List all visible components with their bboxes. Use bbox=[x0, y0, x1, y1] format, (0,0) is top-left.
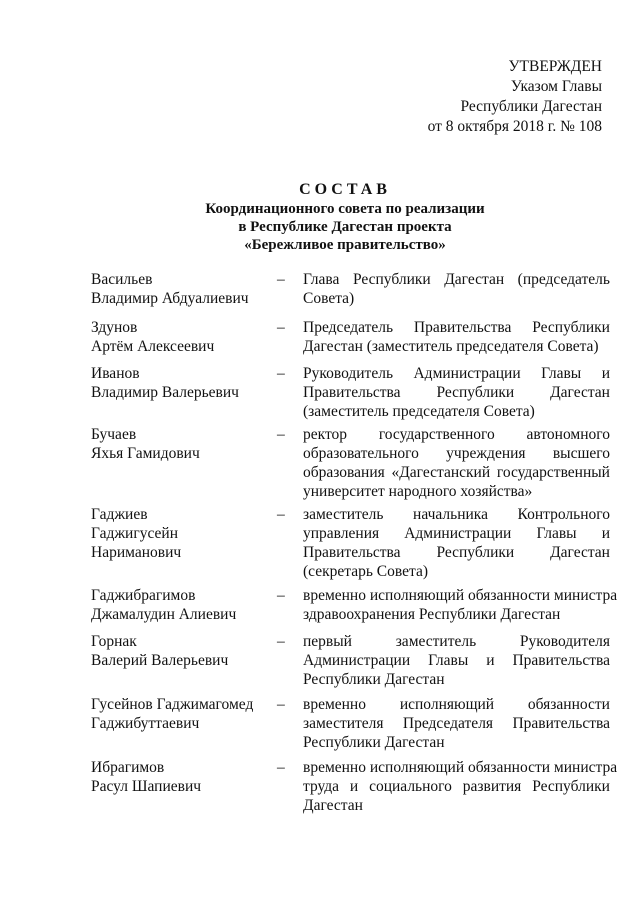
member-name-line: Здунов bbox=[91, 319, 138, 336]
member-role bbox=[303, 695, 610, 752]
role-word: социального bbox=[369, 778, 452, 795]
title-line: Координационного совета по реализации bbox=[205, 201, 485, 217]
role-word: Администрации bbox=[413, 365, 521, 382]
member-name bbox=[91, 364, 281, 402]
member-role-line: Дагестан bbox=[303, 797, 363, 814]
member-role-line: университет народного хозяйства» bbox=[303, 483, 533, 500]
role-word: заместитель bbox=[303, 506, 384, 523]
member-role-line bbox=[303, 777, 610, 796]
title-main: СОСТАВ bbox=[299, 181, 391, 198]
role-word: Правительства bbox=[303, 544, 401, 561]
member-role bbox=[303, 364, 610, 421]
role-word: Администрации bbox=[303, 652, 411, 669]
member-role-line: временно исполняющий обязанности министра bbox=[303, 587, 618, 604]
member-role bbox=[303, 758, 618, 815]
role-word: и bbox=[601, 365, 610, 382]
approval-line: Указом Главы bbox=[510, 78, 602, 95]
member-name-line: Гаджиев bbox=[91, 506, 148, 523]
role-word: (председатель bbox=[517, 271, 610, 288]
dash-separator: – bbox=[277, 633, 285, 650]
role-word: государственный bbox=[496, 464, 610, 481]
role-word: Дагестан bbox=[444, 271, 505, 288]
member-role-line bbox=[303, 444, 610, 463]
role-word: заместителя bbox=[303, 715, 384, 732]
member-role-line: Совета) bbox=[303, 290, 355, 307]
member-role bbox=[303, 425, 610, 501]
member-role-line bbox=[303, 364, 610, 383]
member-name-line: Горнак bbox=[91, 633, 137, 650]
member-name-line: Джамалудин Алиевич bbox=[91, 606, 237, 623]
role-word: Республики bbox=[436, 384, 515, 401]
member-name-line: Гусейнов Гаджимагомед bbox=[91, 696, 254, 713]
member-role-line bbox=[303, 695, 610, 714]
member-name bbox=[91, 425, 281, 463]
member-name-line: Нариманович bbox=[91, 544, 182, 561]
approval-line: от 8 октября 2018 г. № 108 bbox=[427, 118, 602, 135]
role-word: управления bbox=[303, 525, 380, 542]
dash-separator: – bbox=[277, 426, 285, 443]
role-word: Республики bbox=[436, 544, 515, 561]
member-name bbox=[91, 318, 281, 356]
member-name bbox=[91, 270, 281, 308]
member-name-line: Расул Шапиевич bbox=[91, 778, 202, 795]
dash-separator: – bbox=[277, 271, 285, 288]
approval-stamp bbox=[382, 57, 602, 137]
role-word: «Дагестанский bbox=[391, 464, 491, 481]
role-word: учреждения bbox=[446, 445, 526, 462]
member-role-line bbox=[303, 714, 610, 733]
member-role bbox=[303, 586, 618, 624]
member-name-line: Владимир Абдуалиевич bbox=[91, 290, 249, 307]
role-word: исполняющий bbox=[399, 696, 495, 713]
role-word: Дагестан bbox=[550, 384, 610, 401]
member-name bbox=[91, 758, 281, 796]
member-role-line bbox=[303, 651, 610, 670]
member-name-line: Ибрагимов bbox=[91, 759, 165, 776]
member-role-line bbox=[303, 632, 610, 651]
member-name-line: Бучаев bbox=[91, 426, 137, 443]
member-name-line: Гаджибрагимов bbox=[91, 587, 196, 604]
role-word: Правительства bbox=[413, 319, 512, 336]
member-role-line: здравоохранения Республики Дагестан bbox=[303, 606, 561, 623]
member-name bbox=[91, 695, 281, 733]
member-role-line bbox=[303, 524, 610, 543]
role-word: ректор bbox=[303, 426, 348, 443]
member-role bbox=[303, 632, 610, 689]
role-word: Дагестан bbox=[550, 544, 610, 561]
member-name bbox=[91, 505, 281, 562]
dash-separator: – bbox=[277, 587, 285, 604]
role-word: Руководителя bbox=[519, 633, 610, 650]
member-role-line bbox=[303, 463, 610, 482]
role-word: Главы bbox=[428, 652, 469, 669]
title-line: «Бережливое правительство» bbox=[244, 237, 446, 253]
role-word: государственного bbox=[378, 426, 495, 443]
role-word: обязанности bbox=[527, 696, 610, 713]
role-word: автономного bbox=[526, 426, 610, 443]
member-role-line bbox=[303, 505, 610, 524]
role-word: высшего bbox=[552, 445, 610, 462]
member-name bbox=[91, 586, 281, 624]
role-word: Правительства bbox=[303, 384, 401, 401]
member-role-line: временно исполняющий обязанности министра bbox=[303, 759, 618, 776]
member-role-line: (секретарь Совета) bbox=[303, 563, 429, 580]
member-role bbox=[303, 505, 610, 581]
dash-separator: – bbox=[277, 759, 285, 776]
member-role-line: (заместитель председателя Совета) bbox=[303, 403, 535, 420]
member-name-line: Валерий Валерьевич bbox=[91, 652, 229, 669]
member-role-line bbox=[303, 318, 610, 337]
approval-line: УТВЕРЖДЕН bbox=[508, 58, 602, 75]
role-word: Республики bbox=[532, 778, 610, 795]
role-word: Контрольного bbox=[517, 506, 610, 523]
member-name-line: Гаджигусейн bbox=[91, 525, 178, 542]
role-word: Республики bbox=[352, 271, 431, 288]
role-word: Председателя bbox=[402, 715, 494, 732]
title-line: в Республике Дагестан проекта bbox=[238, 219, 452, 235]
member-role-line: Дагестан (заместитель председателя Совета) bbox=[303, 338, 599, 355]
role-word: и bbox=[486, 652, 495, 669]
dash-separator: – bbox=[277, 696, 285, 713]
member-role-line bbox=[303, 270, 610, 289]
role-word: временно bbox=[303, 696, 366, 713]
member-name-line: Артём Алексеевич bbox=[91, 338, 215, 355]
role-word: Главы bbox=[541, 365, 582, 382]
member-role-line bbox=[303, 383, 610, 402]
member-role-line: Республики Дагестан bbox=[303, 734, 445, 751]
role-word: Председатель bbox=[303, 319, 394, 336]
member-name-line: Яхья Гамидович bbox=[91, 445, 200, 462]
member-role-line bbox=[303, 543, 610, 562]
role-word: заместитель bbox=[395, 633, 477, 650]
member-name-line: Владимир Валерьевич bbox=[91, 384, 239, 401]
member-role bbox=[303, 270, 610, 308]
approval-line: Республики Дагестан bbox=[460, 98, 602, 115]
role-word: начальника bbox=[413, 506, 488, 523]
dash-separator: – bbox=[277, 365, 285, 382]
document-title bbox=[0, 180, 640, 254]
member-role-line: Республики Дагестан bbox=[303, 671, 445, 688]
role-word: Руководитель bbox=[303, 365, 394, 382]
dash-separator: – bbox=[277, 506, 285, 523]
member-name-line: Иванов bbox=[91, 365, 140, 382]
role-word: образовательного bbox=[303, 445, 419, 462]
member-name-line: Васильев bbox=[91, 271, 153, 288]
role-word: Администрации bbox=[404, 525, 512, 542]
member-role bbox=[303, 318, 610, 356]
role-word: и bbox=[601, 525, 610, 542]
role-word: Глава bbox=[303, 271, 340, 288]
role-word: Правительства bbox=[512, 715, 610, 732]
member-name-line: Гаджибуттаевич bbox=[91, 715, 200, 732]
role-word: развития bbox=[462, 778, 522, 795]
role-word: труда bbox=[303, 778, 340, 795]
role-word: образования bbox=[303, 464, 385, 481]
role-word: Республики bbox=[532, 319, 610, 336]
member-role-line bbox=[303, 425, 610, 444]
member-name bbox=[91, 632, 281, 670]
dash-separator: – bbox=[277, 319, 285, 336]
role-word: Правительства bbox=[512, 652, 610, 669]
role-word: и bbox=[349, 778, 359, 795]
role-word: Главы bbox=[536, 525, 577, 542]
role-word: первый bbox=[303, 633, 352, 650]
